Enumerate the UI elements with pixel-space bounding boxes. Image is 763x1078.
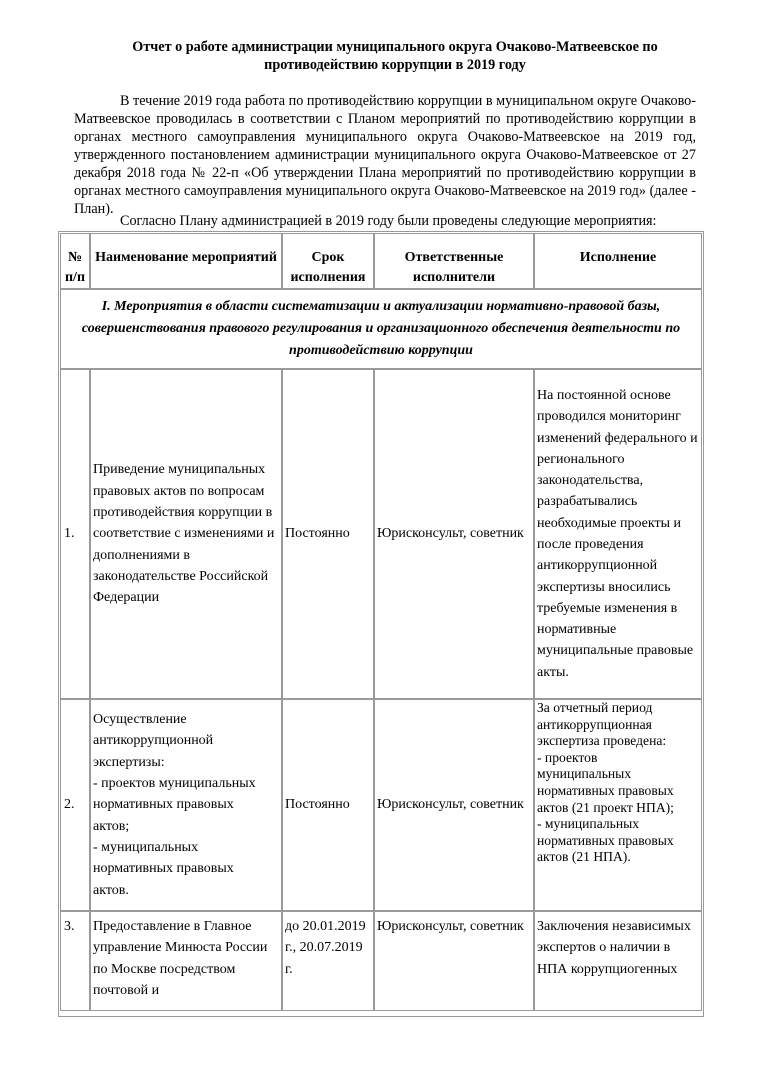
name-line: нормативных правовых <box>93 797 234 813</box>
table-row <box>60 369 702 699</box>
plan-paragraph: Согласно Плану администрацией в 2019 году были проведены следующие мероприятия: <box>120 213 657 229</box>
exec-line: муниципальных <box>537 766 632 782</box>
name-line: - проектов муниципальных <box>93 776 256 792</box>
row-execution: На постоянной основе проводился мониторинг изменений федерального и регионального законодательства, разрабатывались необходимые проекты и после проведения антикоррупционной экспертизы вносились требуемые изменения в нормативные муниципальные правовые акты. <box>534 369 702 699</box>
row-name <box>90 699 282 911</box>
name-line: - муниципальных <box>93 839 199 855</box>
table-row <box>60 911 702 1011</box>
row-term: Постоянно <box>282 369 374 699</box>
name-line: Осуществление <box>93 712 187 728</box>
measures-table <box>60 233 702 1011</box>
table-header-row <box>60 233 702 289</box>
exec-line: - муниципальных <box>537 816 640 832</box>
row-name: Приведение муниципальных правовых актов по вопросам противодействия коррупции в соответствие с изменениями и дополнениями в законодательстве Российской Федерации <box>90 369 282 699</box>
row-num: 1. <box>60 369 90 699</box>
row-execution: Заключения независимых экспертов о наличии в НПА коррупциогенных <box>534 911 702 1011</box>
exec-line: нормативных правовых <box>537 782 674 798</box>
section-row <box>60 289 702 369</box>
exec-line: актов (21 НПА). <box>537 849 631 865</box>
row-term: до 20.01.2019 г., 20.07.2019 г. <box>282 911 374 1011</box>
row-responsible: Юрисконсульт, советник <box>374 369 534 699</box>
document-title <box>60 38 730 74</box>
row-responsible: Юрисконсульт, советник <box>374 699 534 911</box>
name-line: экспертизы: <box>93 754 165 770</box>
name-line: антикоррупционной <box>93 733 214 749</box>
table-row <box>60 699 702 911</box>
exec-line: экспертиза проведена: <box>537 733 667 749</box>
exec-line: антикоррупционная <box>537 716 652 732</box>
exec-line: - проектов <box>537 749 598 765</box>
row-num: 2. <box>60 699 90 911</box>
title-line-1: Отчет о работе администрации муниципального округа Очаково-Матвеевское по <box>132 39 658 55</box>
exec-line: актов (21 проект НПА); <box>537 799 674 815</box>
title-line-2: противодействию коррупции в 2019 году <box>264 57 526 73</box>
header-num: № п/п <box>60 233 90 289</box>
intro-paragraph: В течение 2019 года работа по противодействию коррупции в муниципальном округе Очаково-Матвеевское проводилась в соответствии с Планом мероприятий по противодействию коррупции в органах местного самоуправления муниципального округа Очаково-Матвеевское на 2019 год, утвержденного постановлением администрации муниципального округа Очаково-Матвеевское от 27 декабря 2018 года № 22-п «Об утверждении Плана мероприятий по противодействию коррупции в органах местного самоуправления муниципального округа Очаково-Матвеевское на 2019 год» (далее - План). <box>74 93 696 217</box>
exec-line: За отчетный период <box>537 700 653 715</box>
name-line: актов. <box>93 882 129 898</box>
header-execution: Исполнение <box>534 233 702 289</box>
row-num: 3. <box>60 911 90 1011</box>
row-name: Предоставление в Главное управление Минюста России по Москве посредством почтовой и <box>90 911 282 1011</box>
header-responsible: Ответственные исполнители <box>374 233 534 289</box>
header-name: Наименование мероприятий <box>90 233 282 289</box>
row-execution <box>534 699 702 911</box>
row-term: Постоянно <box>282 699 374 911</box>
row-responsible: Юрисконсульт, советник <box>374 911 534 1011</box>
name-line: нормативных правовых <box>93 861 234 877</box>
name-line: актов; <box>93 818 130 834</box>
header-term: Срок исполнения <box>282 233 374 289</box>
exec-line: нормативных правовых <box>537 832 674 848</box>
section-title: I. Мероприятия в области систематизации и актуализации нормативно-правовой базы, совершенствования правового регулирования и организационного обеспечения деятельности по противодействию коррупции <box>60 289 702 369</box>
